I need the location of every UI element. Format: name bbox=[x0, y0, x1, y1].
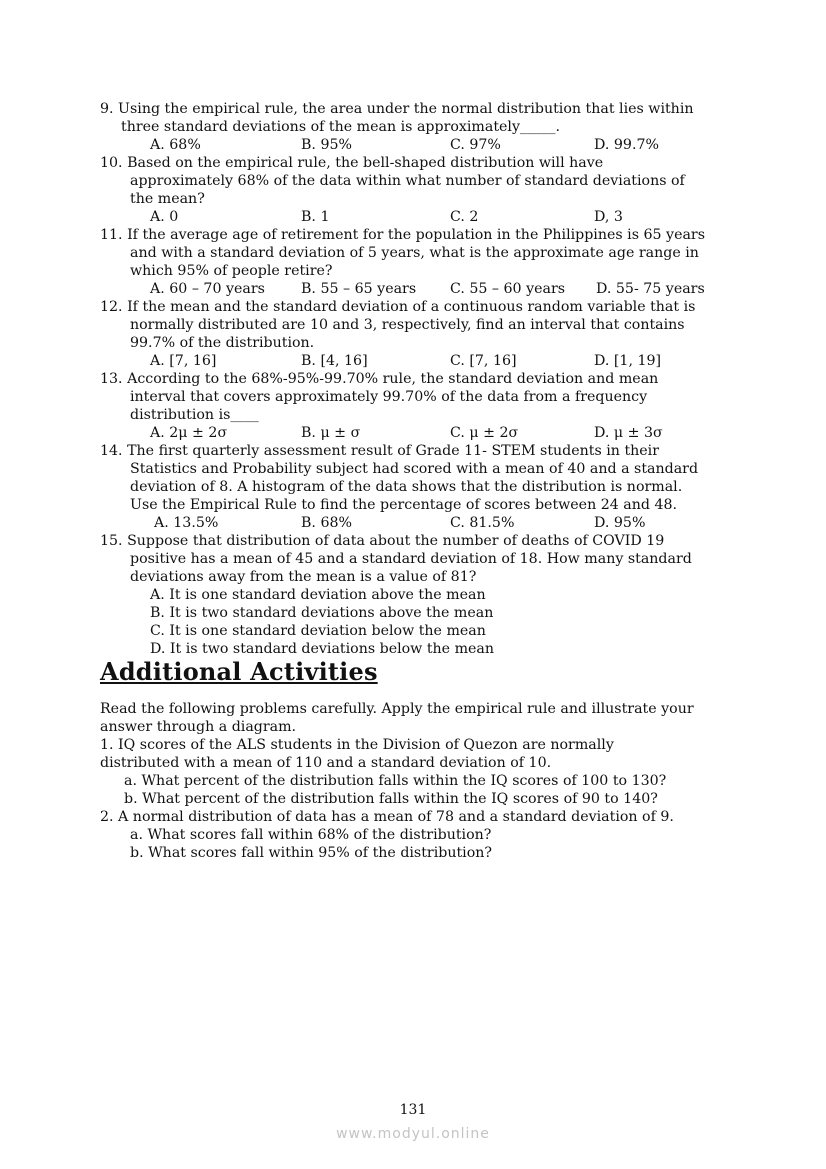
question-13-line-3: distribution is____ bbox=[130, 407, 259, 423]
question-10-option-d: D, 3 bbox=[594, 209, 623, 225]
question-14-option-d: D. 95% bbox=[594, 515, 646, 531]
question-10-line-1: 10. Based on the empirical rule, the bell-shaped distribution will have bbox=[100, 155, 604, 171]
question-14-line-2: Statistics and Probability subject had scored with a mean of 40 and a standard bbox=[130, 461, 699, 477]
question-15-line-3: deviations away from the mean is a value of 81? bbox=[130, 569, 477, 585]
question-12-option-d: D. [1, 19] bbox=[594, 353, 662, 369]
additional-activities-heading: Additional Activities bbox=[100, 657, 378, 686]
problem-1-part-b: b. What percent of the distribution falls within the IQ scores of 90 to 140? bbox=[124, 791, 658, 807]
question-13-line-1: 13. According to the 68%-95%-99.70% rule, the standard deviation and mean bbox=[100, 371, 659, 387]
question-15-choice-d: D. It is two standard deviations below the mean bbox=[150, 641, 495, 657]
question-13-line-2: interval that covers approximately 99.70% of the data from a frequency bbox=[130, 389, 648, 405]
question-14-option-c: C. 81.5% bbox=[450, 515, 515, 531]
question-14-option-b: B. 68% bbox=[301, 515, 352, 531]
question-12-line-2: normally distributed are 10 and 3, respectively, find an interval that contains bbox=[130, 317, 685, 333]
question-9-line-1: 9. Using the empirical rule, the area under the normal distribution that lies within bbox=[100, 101, 694, 117]
question-13-option-a: A. 2μ ± 2σ bbox=[150, 425, 228, 441]
question-12-line-1: 12. If the mean and the standard deviation of a continuous random variable that is bbox=[100, 299, 696, 315]
question-12-option-c: C. [7, 16] bbox=[450, 353, 517, 369]
problem-1-line-2: distributed with a mean of 110 and a standard deviation of 10. bbox=[100, 755, 552, 771]
question-11-option-d: D. 55- 75 years bbox=[596, 281, 705, 297]
question-15-line-2: positive has a mean of 45 and a standard deviation of 18. How many standard bbox=[130, 551, 692, 567]
question-9-line-2: three standard deviations of the mean is approximately_____. bbox=[121, 119, 560, 135]
question-14-line-3: deviation of 8. A histogram of the data shows that the distribution is normal. bbox=[130, 479, 683, 495]
question-11-line-2: and with a standard deviation of 5 years, what is the approximate age range in bbox=[130, 245, 699, 261]
question-11-option-a: A. 60 – 70 years bbox=[150, 281, 265, 297]
problem-2-line: 2. A normal distribution of data has a mean of 78 and a standard deviation of 9. bbox=[100, 809, 674, 825]
question-10-line-2: approximately 68% of the data within what number of standard deviations of bbox=[130, 173, 685, 189]
question-10-option-c: C. 2 bbox=[450, 209, 479, 225]
question-14-option-a: A. 13.5% bbox=[154, 515, 219, 531]
question-12-option-a: A. [7, 16] bbox=[150, 353, 217, 369]
watermark: www.modyul.online bbox=[336, 1126, 490, 1142]
question-10-option-b: B. 1 bbox=[301, 209, 330, 225]
question-14-line-1: 14. The first quarterly assessment result of Grade 11- STEM students in their bbox=[100, 443, 659, 459]
question-13-option-b: B. μ ± σ bbox=[301, 425, 361, 441]
question-11-line-3: which 95% of people retire? bbox=[130, 263, 333, 279]
question-9-option-d: D. 99.7% bbox=[594, 137, 659, 153]
additional-intro-line-2: answer through a diagram. bbox=[100, 719, 297, 735]
question-13-option-c: C. μ ± 2σ bbox=[450, 425, 519, 441]
problem-1-line-1: 1. IQ scores of the ALS students in the Division of Quezon are normally bbox=[100, 737, 614, 753]
question-9-option-b: B. 95% bbox=[301, 137, 352, 153]
question-13-option-d: D. μ ± 3σ bbox=[594, 425, 663, 441]
question-12-line-3: 99.7% of the distribution. bbox=[130, 335, 315, 351]
question-12-option-b: B. [4, 16] bbox=[301, 353, 368, 369]
question-15-choice-a: A. It is one standard deviation above the mean bbox=[150, 587, 486, 603]
additional-intro-line-1: Read the following problems carefully. Apply the empirical rule and illustrate your bbox=[100, 701, 694, 717]
question-9-option-a: A. 68% bbox=[150, 137, 201, 153]
question-10-option-a: A. 0 bbox=[150, 209, 179, 225]
question-9-option-c: C. 97% bbox=[450, 137, 501, 153]
problem-2-part-a: a. What scores fall within 68% of the distribution? bbox=[130, 827, 492, 843]
question-10-line-3: the mean? bbox=[130, 191, 205, 207]
question-15-choice-c: C. It is one standard deviation below the mean bbox=[150, 623, 486, 639]
question-11-line-1: 11. If the average age of retirement for the population in the Philippines is 65 years bbox=[100, 227, 705, 243]
question-11-option-c: C. 55 – 60 years bbox=[450, 281, 566, 297]
question-14-line-4: Use the Empirical Rule to find the percentage of scores between 24 and 48. bbox=[130, 497, 678, 513]
problem-1-part-a: a. What percent of the distribution falls within the IQ scores of 100 to 130? bbox=[124, 773, 667, 789]
question-11-option-b: B. 55 – 65 years bbox=[301, 281, 417, 297]
question-15-choice-b: B. It is two standard deviations above the mean bbox=[150, 605, 494, 621]
problem-2-part-b: b. What scores fall within 95% of the distribution? bbox=[130, 845, 492, 861]
question-15-line-1: 15. Suppose that distribution of data about the number of deaths of COVID 19 bbox=[100, 533, 665, 549]
page-number: 131 bbox=[399, 1102, 427, 1118]
